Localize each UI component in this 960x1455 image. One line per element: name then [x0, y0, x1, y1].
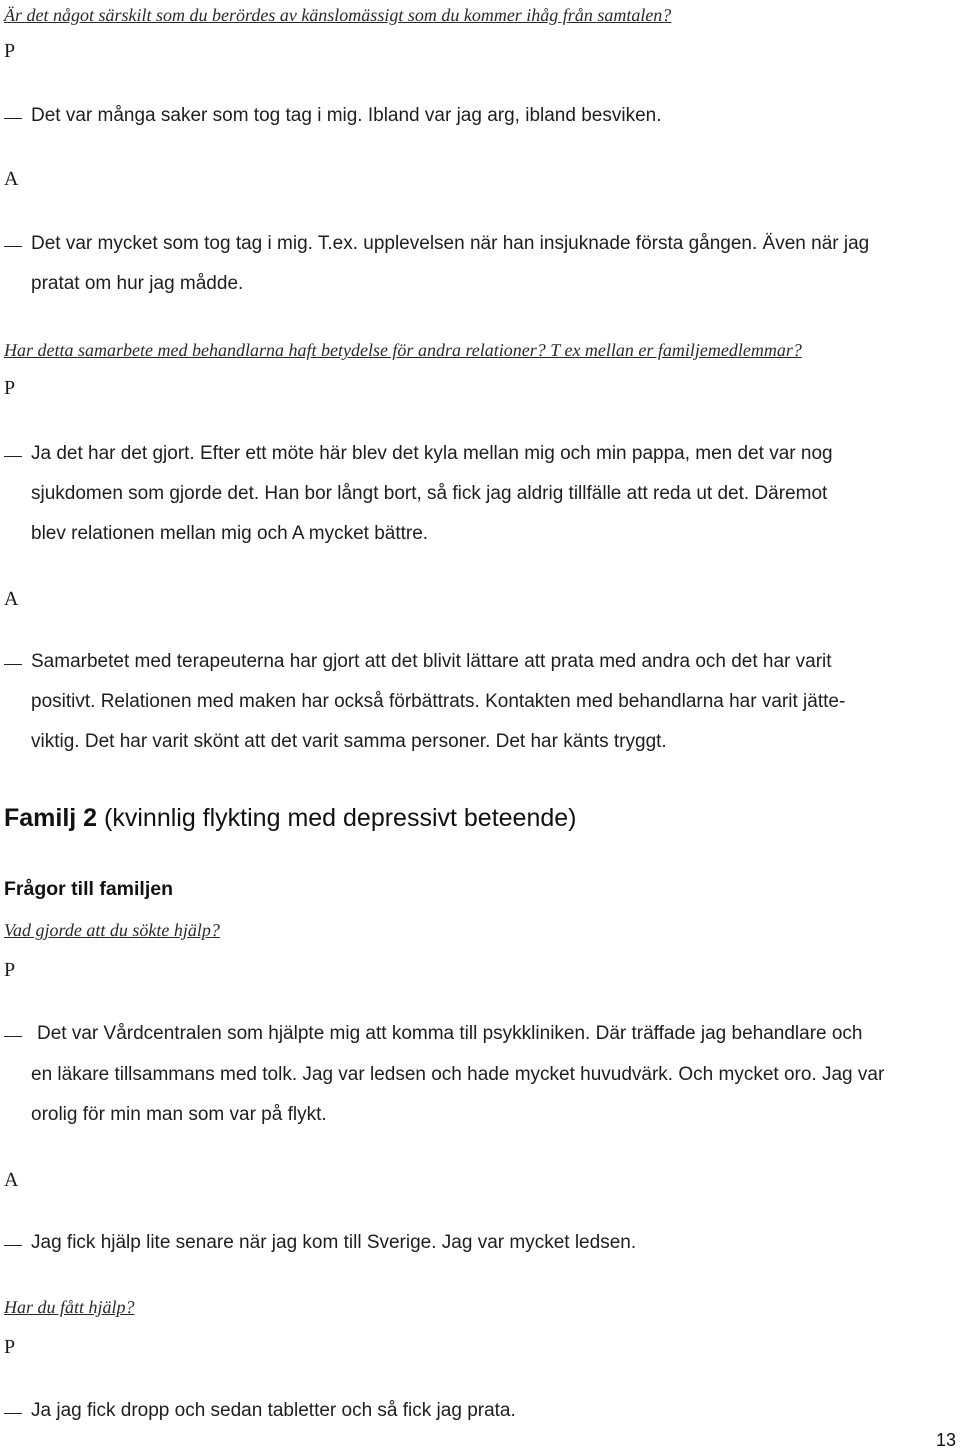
answer-5-line-3: orolig för min man som var på flykt.: [31, 1104, 327, 1125]
page-number: 13: [935, 1430, 956, 1450]
section-heading-rest: (kvinnlig flykting med depressivt beteende): [97, 804, 577, 832]
speaker-a-label: A: [4, 588, 19, 610]
speaker-p-label: P: [4, 1336, 16, 1358]
dash-bullet: [4, 1413, 22, 1414]
question-1: Är det något särskilt som du berördes av känslomässigt som du kommer ihåg från samtalen?: [4, 5, 672, 25]
question-3: Vad gjorde att du sökte hjälp?: [4, 920, 220, 940]
answer-5-line-1: Det var Vårdcentralen som hjälpte mig att komma till psykkliniken. Där träffade jag behandlare och: [37, 1023, 863, 1044]
speaker-a-label: A: [4, 168, 19, 190]
question-2: Har detta samarbete med behandlarna haft betydelse för andra relationer? T ex mellan er familjemedlemmar?: [4, 340, 802, 360]
answer-4-line-2: positivt. Relationen med maken har också förbättrats. Kontakten med behandlarna har varit jätte-: [31, 691, 846, 712]
dash-bullet: [4, 118, 22, 119]
answer-6: Jag fick hjälp lite senare när jag kom till Sverige. Jag var mycket ledsen.: [31, 1232, 637, 1253]
answer-3-line-3: blev relationen mellan mig och A mycket bättre.: [31, 523, 429, 544]
speaker-p-label: P: [4, 40, 16, 62]
dash-bullet: [4, 246, 22, 247]
answer-3-line-2: sjukdomen som gjorde det. Han bor långt bort, så fick jag aldrig tillfälle att reda ut det. Däremot: [31, 483, 828, 504]
answer-4-line-1: Samarbetet med terapeuterna har gjort att det blivit lättare att prata med andra och det har varit: [31, 651, 832, 672]
answer-7: Ja jag fick dropp och sedan tabletter och så fick jag prata.: [31, 1400, 516, 1421]
question-4: Har du fått hjälp?: [4, 1297, 135, 1317]
speaker-p-label: P: [4, 959, 16, 981]
dash-bullet: [4, 1245, 22, 1246]
dash-bullet: [4, 664, 22, 665]
section-heading: [4, 798, 577, 838]
answer-3-line-1: Ja det har det gjort. Efter ett möte här blev det kyla mellan mig och min pappa, men det var nog: [31, 443, 833, 464]
answer-1: Det var många saker som tog tag i mig. Ibland var jag arg, ibland besviken.: [31, 105, 662, 126]
speaker-a-label: A: [4, 1169, 19, 1191]
answer-2-line-2: pratat om hur jag mådde.: [31, 273, 244, 294]
answer-5-line-2: en läkare tillsammans med tolk. Jag var ledsen och hade mycket huvudvärk. Och mycket oro. Jag var: [31, 1064, 885, 1085]
section-heading-bold: Familj 2: [4, 804, 98, 832]
dash-bullet: [4, 1036, 22, 1037]
answer-4-line-3: viktig. Det har varit skönt att det varit samma personer. Det har känts tryggt.: [31, 731, 667, 752]
subheading: Frågor till familjen: [4, 878, 174, 900]
answer-2-line-1: Det var mycket som tog tag i mig. T.ex. upplevelsen när han insjuknade första gången. Även när jag: [31, 233, 870, 254]
dash-bullet: [4, 456, 22, 457]
speaker-p-label: P: [4, 377, 16, 399]
